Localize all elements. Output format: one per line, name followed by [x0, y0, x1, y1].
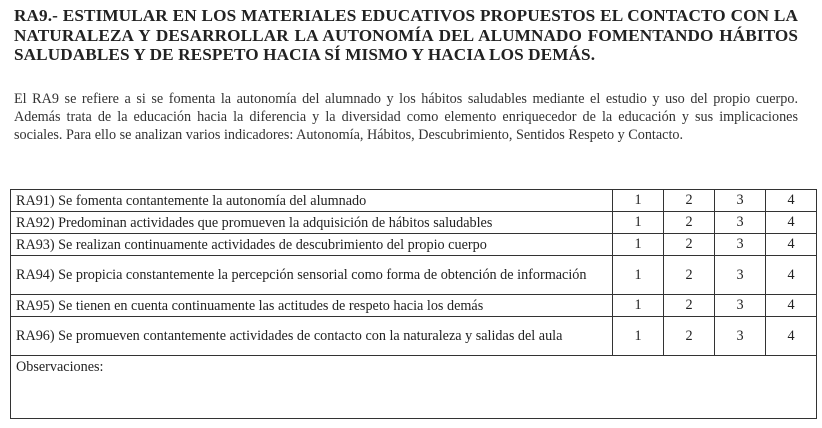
score-option-1[interactable]: 1	[613, 234, 664, 256]
indicator-text: RA92) Predominan actividades que promueven la adquisición de hábitos saludables	[11, 212, 613, 234]
indicator-text: RA96) Se promueven contantemente actividades de contacto con la naturaleza y salidas del aula	[11, 317, 613, 356]
table-row	[11, 212, 817, 234]
score-option-2[interactable]: 2	[664, 317, 715, 356]
indicator-text: RA91) Se fomenta contantemente la autonomía del alumnado	[11, 190, 613, 212]
table-row	[11, 295, 817, 317]
score-option-1[interactable]: 1	[613, 317, 664, 356]
score-option-2[interactable]: 2	[664, 234, 715, 256]
score-option-2[interactable]: 2	[664, 190, 715, 212]
score-option-1[interactable]: 1	[613, 295, 664, 317]
score-option-4[interactable]: 4	[766, 212, 817, 234]
score-option-3[interactable]: 3	[715, 317, 766, 356]
intro-paragraph: El RA9 se refiere a si se fomenta la autonomía del alumnado y los hábitos saludables mediante el estudio y uso del propio cuerpo. Además trata de la educación hacia la diferencia y la diversidad como elemento enriquecedor de la educación y sus implicaciones sociales. Para ello se analizan varios indicadores: Autonomía, Hábitos, Descubrimiento, Sentidos Respeto y Contacto.	[14, 91, 798, 143]
table-row	[11, 317, 817, 356]
score-option-4[interactable]: 4	[766, 295, 817, 317]
score-option-3[interactable]: 3	[715, 234, 766, 256]
observations-field[interactable]	[11, 356, 817, 419]
observations-row	[11, 356, 817, 419]
indicator-text: RA94) Se propicia constantemente la percepción sensorial como forma de obtención de información	[11, 256, 613, 295]
section-heading: RA9.- ESTIMULAR EN LOS MATERIALES EDUCATIVOS PROPUESTOS EL CONTACTO CON LA NATURALEZA Y DESARROLLAR LA AUTONOMÍA DEL ALUMNADO FOMENTANDO HÁBITOS SALUDABLES Y DE RESPETO HACIA SÍ MISMO Y HACIA LOS DEMÁS.	[14, 6, 798, 64]
table-row	[11, 190, 817, 212]
score-option-1[interactable]: 1	[613, 256, 664, 295]
score-option-2[interactable]: 2	[664, 256, 715, 295]
indicator-text: RA95) Se tienen en cuenta continuamente las actitudes de respeto hacia los demás	[11, 295, 613, 317]
score-option-2[interactable]: 2	[664, 212, 715, 234]
indicator-text: RA93) Se realizan continuamente actividades de descubrimiento del propio cuerpo	[11, 234, 613, 256]
score-option-4[interactable]: 4	[766, 234, 817, 256]
score-option-3[interactable]: 3	[715, 212, 766, 234]
score-option-3[interactable]: 3	[715, 256, 766, 295]
score-option-3[interactable]: 3	[715, 190, 766, 212]
score-option-4[interactable]: 4	[766, 256, 817, 295]
score-option-4[interactable]: 4	[766, 317, 817, 356]
score-option-2[interactable]: 2	[664, 295, 715, 317]
score-option-3[interactable]: 3	[715, 295, 766, 317]
table-row	[11, 256, 817, 295]
observations-label: Observaciones:	[16, 359, 104, 375]
score-option-4[interactable]: 4	[766, 190, 817, 212]
rubric-table	[10, 189, 817, 419]
score-option-1[interactable]: 1	[613, 212, 664, 234]
score-option-1[interactable]: 1	[613, 190, 664, 212]
table-row	[11, 234, 817, 256]
